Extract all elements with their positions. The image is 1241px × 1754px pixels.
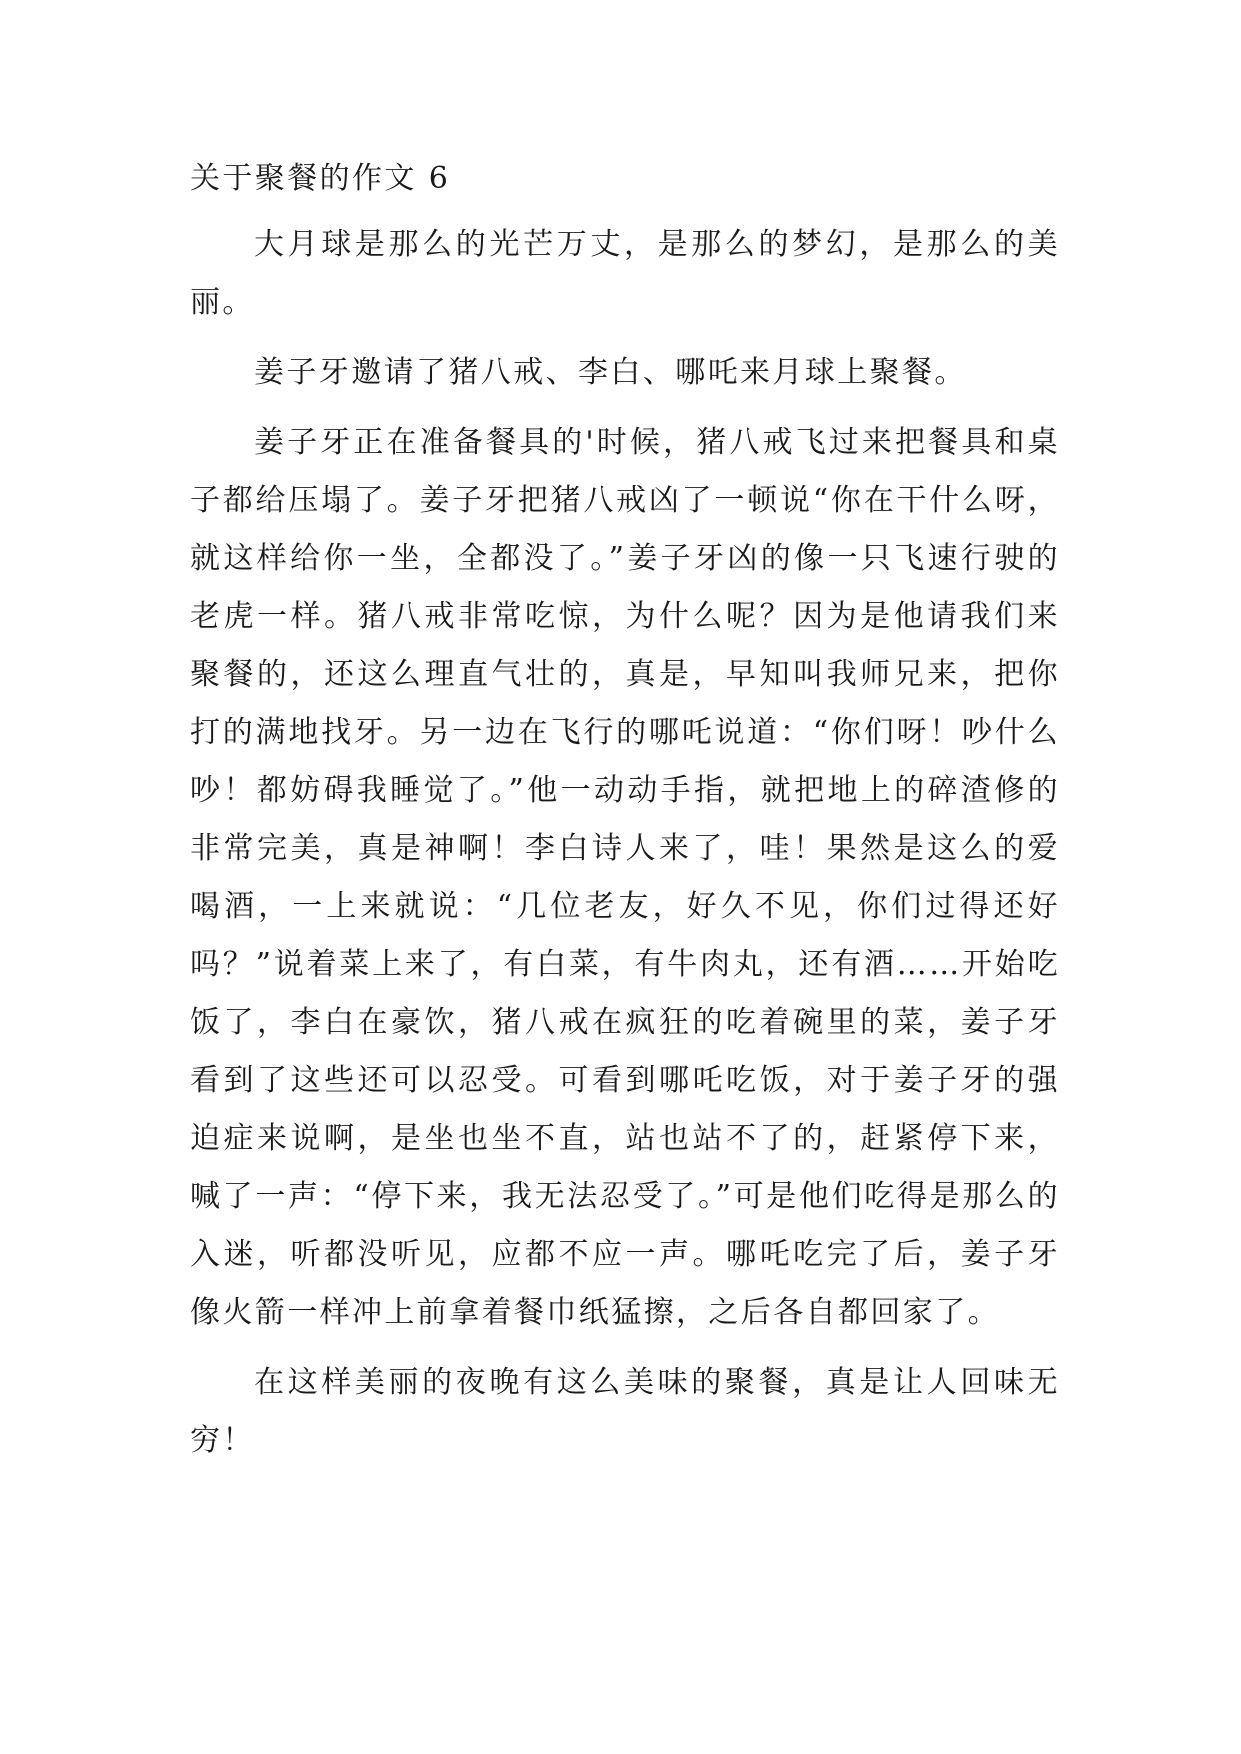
paragraph: 在这样美丽的夜晚有这么美味的聚餐，真是让人回味无穷！ bbox=[190, 1365, 1060, 1458]
document-title: 关于聚餐的作文 6 bbox=[190, 161, 451, 196]
paragraph: 姜子牙邀请了猪八戒、李白、哪吒来月球上聚餐。 bbox=[254, 355, 967, 390]
paragraph: 姜子牙正在准备餐具的'时候，猪八戒飞过来把餐具和桌子都给压塌了。姜子牙把猪八戒凶了一顿说“你在干什么呀，就这样给你一坐，全都没了。”姜子牙凶的像一只飞速行驶的老虎一样。猪八戒非常吃惊，为什么呢？因为是他请我们来聚餐的，还这么理直气壮的，真是，早知叫我师兄来，把你打的满地找牙。另一边在飞行的哪吒说道：“你们呀！吵什么吵！都妨碍我睡觉了。”他一动动手指，就把地上的碎渣修的非常完美，真是神啊！李白诗人来了，哇！果然是这么的爱喝酒，一上来就说：“几位老友，好久不见，你们过得还好吗？”说着菜上来了，有白菜，有牛肉丸，还有酒……开始吃饭了，李白在豪饮，猪八戒在疯狂的吃着碗里的菜，姜子牙看到了这些还可以忍受。可看到哪吒吃饭，对于姜子牙的强迫症来说啊，是坐也坐不直，站也站不了的，赶紧停下来，喊了一声：“停下来，我无法忍受了。”可是他们吃得是那么的入迷，听都没听见，应都不应一声。哪吒吃完了后，姜子牙像火箭一样冲上前拿着餐巾纸猛擦，之后各自都回家了。 bbox=[190, 425, 1060, 1330]
document-body bbox=[190, 150, 1060, 1482]
paragraph: 大月球是那么的光芒万丈，是那么的梦幻，是那么的美丽。 bbox=[190, 227, 1060, 320]
